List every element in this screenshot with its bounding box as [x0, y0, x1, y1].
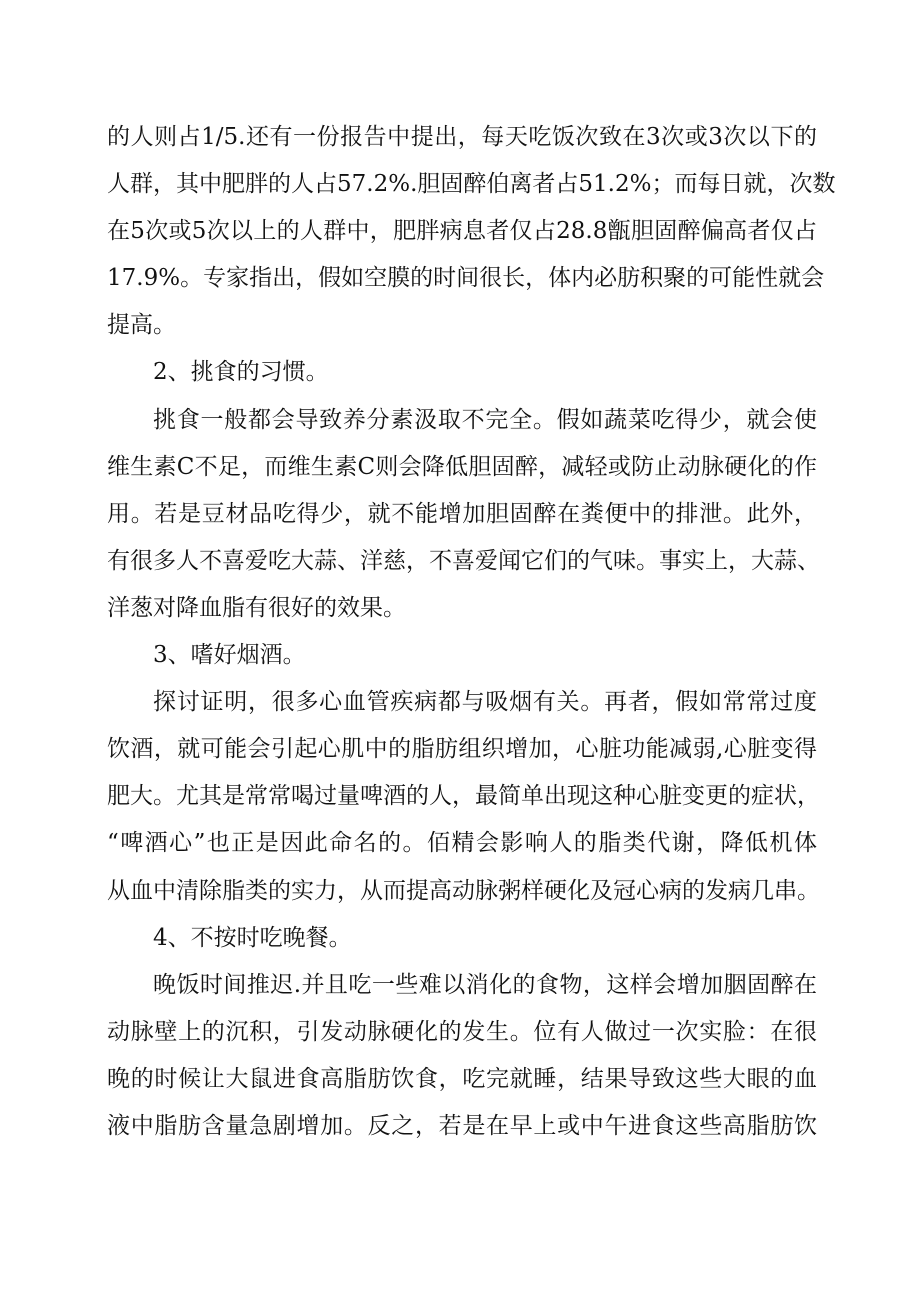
text-line: 挑食一般都会导致养分素汲取不完全。假如蔬菜吃得少，就会使: [153, 406, 817, 433]
text-line: 用。若是豆材品吃得少，就不能增加胆固醉在粪便中的排泄。此外，: [107, 500, 817, 527]
text-line: 晚饭时间推迟.并且吃一些难以消化的食物，这样会增加胭固醉在: [153, 971, 817, 998]
text-line: 饮酒，就可能会引起心肌中的脂肪组织增加，心脏功能减弱,心脏变得: [107, 736, 817, 763]
text-line: 有很多人不喜爱吃大蒜、洋慈，不喜爱闻它们的气味。事实上，大蒜、: [107, 547, 820, 574]
text-line: 肥大。尤其是常常喝过量啤酒的人，最简单出现这种心脏变更的症状，: [107, 783, 820, 810]
text-line: 人群，其中肥胖的人占57.2%.胆固醉伯离者占51.2%；而每日就，次数: [107, 171, 836, 198]
body-text: [107, 114, 836, 1150]
text-line: 晚的时候让大鼠进食高脂肪饮食，吃完就睡，结果导致这些大眼的血: [107, 1065, 817, 1092]
section-heading: 4、不按时吃晚餐。: [153, 924, 352, 951]
text-line: 从血中清除脂类的实力，从而提高动脉粥样硬化及冠心病的发病几串。: [107, 877, 820, 904]
text-line: 维生素C不足，而维生素C则会降低胆固醉，减轻或防止动脉硬化的作: [107, 453, 817, 480]
text-line: 在5次或5次以上的人群中，肥胖病息者仅占28.8甑胆固醉偏高者仅占: [107, 218, 817, 245]
text-line: 液中脂肪含量急剧增加。反之，若是在早上或中午进食这些高脂肪饮: [107, 1112, 817, 1139]
text-line: 探讨证明，很多心血管疾病都与吸烟有关。再者，假如常常过度: [153, 689, 817, 716]
text-line: “啤酒心”也正是因此命名的。佰精会影响人的脂类代谢，降低机体: [107, 830, 817, 857]
text-line: 动脉壁上的沉积，引发动脉硬化的发生。位有人做过一次实脸：在很: [107, 1018, 817, 1045]
text-line: 提高。: [107, 312, 176, 339]
section-heading: 3、嗜好烟酒。: [153, 642, 306, 669]
text-line: 洋葱对降血脂有很好的效果。: [107, 594, 406, 621]
section-heading: 2、挑食的习惯。: [153, 359, 329, 386]
text-line: 17.9%。专家指出，假如空膜的时间很长，体内必肪积聚的可能性就会: [107, 265, 825, 292]
text-line: 的人则占1/5.还有一份报告中提出，每天吃饭次致在3次或3次以下的: [107, 124, 817, 150]
